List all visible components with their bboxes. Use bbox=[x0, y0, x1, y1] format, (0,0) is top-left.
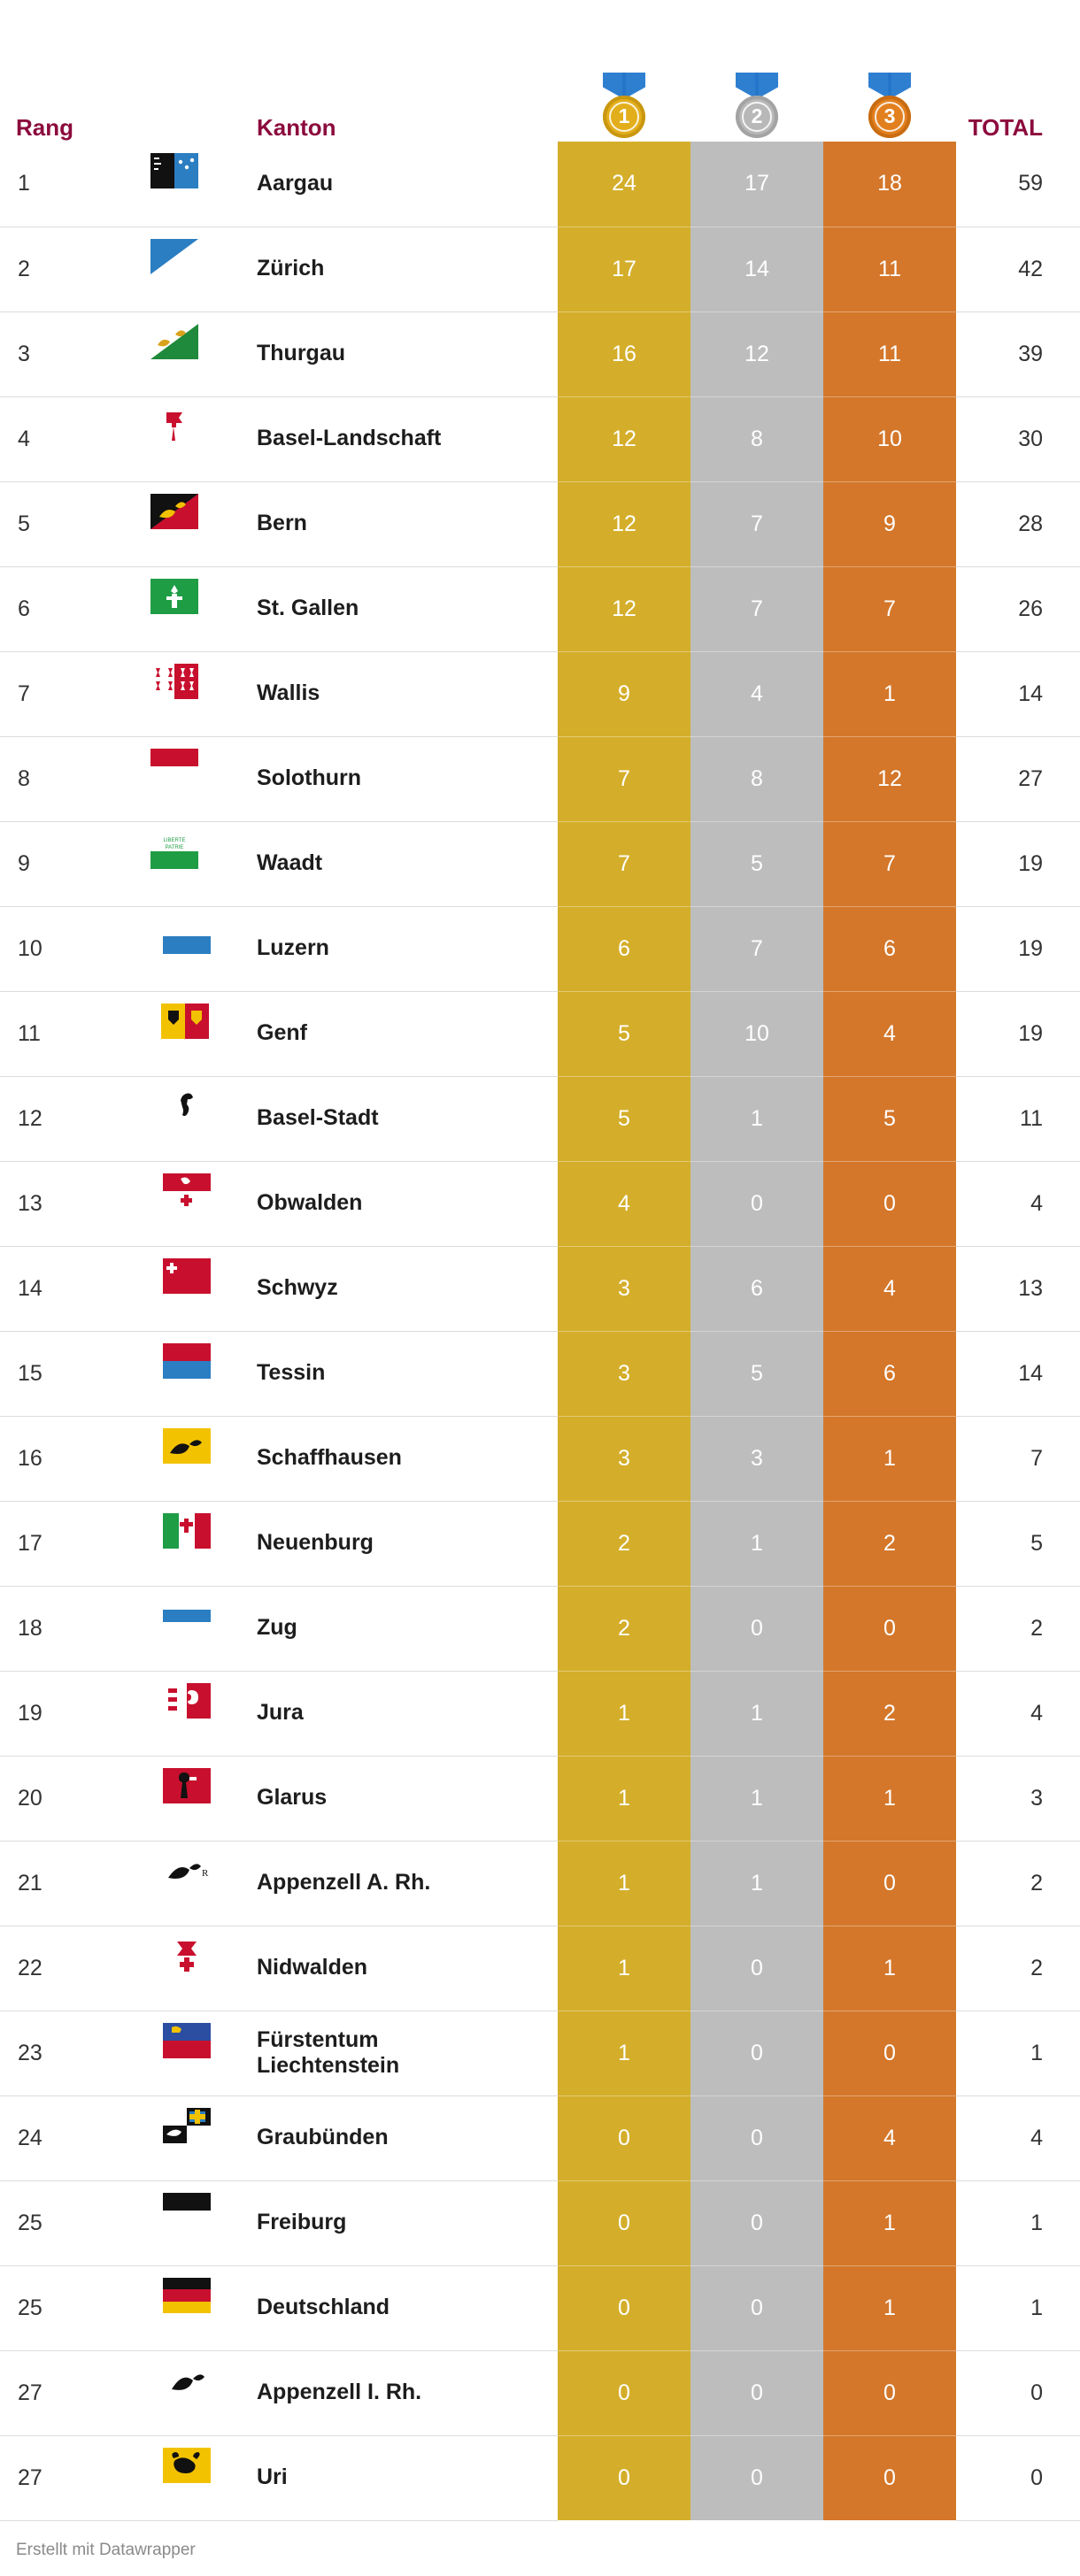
cell-bronze: 9 bbox=[823, 481, 956, 566]
cell-kanton: Uri bbox=[257, 2435, 558, 2520]
cell-gold: 1 bbox=[558, 1671, 690, 1756]
cell-rank bbox=[0, 1926, 257, 2011]
cell-silver: 8 bbox=[690, 736, 823, 821]
table-row bbox=[0, 396, 1080, 481]
cell-bronze: 1 bbox=[823, 2265, 956, 2350]
cell-rank bbox=[0, 481, 257, 566]
flag-appenzell-ausserrhoden bbox=[163, 1853, 211, 1888]
cell-rank bbox=[0, 1586, 257, 1671]
table-row bbox=[0, 821, 1080, 906]
cell-gold: 12 bbox=[558, 566, 690, 651]
cell-bronze: 5 bbox=[823, 1076, 956, 1161]
flag-freiburg bbox=[163, 2193, 211, 2228]
cell-total: 0 bbox=[956, 2435, 1080, 2520]
rank-value: 21 bbox=[18, 1870, 42, 1895]
cell-rank bbox=[0, 906, 257, 991]
cell-total: 27 bbox=[956, 736, 1080, 821]
cell-rank bbox=[0, 736, 257, 821]
cell-kanton: Obwalden bbox=[257, 1161, 558, 1246]
cell-bronze: 11 bbox=[823, 311, 956, 396]
table-row bbox=[0, 991, 1080, 1076]
cell-bronze: 0 bbox=[823, 1586, 956, 1671]
flag-uri bbox=[163, 2448, 211, 2483]
flag-liechtenstein bbox=[163, 2023, 211, 2058]
cell-rank bbox=[0, 227, 257, 311]
cell-total: 19 bbox=[956, 821, 1080, 906]
cell-kanton: St. Gallen bbox=[257, 566, 558, 651]
cell-rank bbox=[0, 1841, 257, 1926]
cell-total: 2 bbox=[956, 1841, 1080, 1926]
cell-silver: 8 bbox=[690, 396, 823, 481]
cell-rank bbox=[0, 651, 257, 736]
table-row bbox=[0, 1756, 1080, 1841]
flag-aargau bbox=[150, 153, 198, 188]
flag-solothurn bbox=[150, 749, 198, 784]
table-row bbox=[0, 906, 1080, 991]
cell-total: 0 bbox=[956, 2350, 1080, 2435]
flag-basel-stadt bbox=[163, 1088, 211, 1124]
cell-bronze: 6 bbox=[823, 906, 956, 991]
table-row bbox=[0, 2350, 1080, 2435]
gold-medal-icon bbox=[596, 73, 652, 142]
cell-bronze: 4 bbox=[823, 991, 956, 1076]
cell-bronze: 4 bbox=[823, 1246, 956, 1331]
cell-rank bbox=[0, 142, 257, 227]
flag-graubuenden bbox=[163, 2108, 211, 2143]
cell-kanton: Schwyz bbox=[257, 1246, 558, 1331]
cell-gold: 1 bbox=[558, 1756, 690, 1841]
flag-wallis bbox=[150, 664, 198, 699]
flag-waadt bbox=[150, 834, 198, 869]
cell-rank bbox=[0, 1246, 257, 1331]
svg-text:PATRIE: PATRIE bbox=[165, 844, 184, 850]
cell-total: 28 bbox=[956, 481, 1080, 566]
rank-value: 16 bbox=[18, 1445, 42, 1471]
rank-value: 24 bbox=[18, 2125, 42, 2150]
cell-rank bbox=[0, 1501, 257, 1586]
cell-kanton: Glarus bbox=[257, 1756, 558, 1841]
table-row bbox=[0, 227, 1080, 311]
cell-total: 13 bbox=[956, 1246, 1080, 1331]
cell-kanton: Basel-Landschaft bbox=[257, 396, 558, 481]
table-row bbox=[0, 2180, 1080, 2265]
cell-total: 1 bbox=[956, 2265, 1080, 2350]
flag-jura bbox=[163, 1683, 211, 1719]
table-row bbox=[0, 1161, 1080, 1246]
cell-gold: 4 bbox=[558, 1161, 690, 1246]
table-row bbox=[0, 1501, 1080, 1586]
cell-kanton: Zug bbox=[257, 1586, 558, 1671]
cell-kanton: Genf bbox=[257, 991, 558, 1076]
cell-total: 14 bbox=[956, 1331, 1080, 1416]
cell-gold: 0 bbox=[558, 2350, 690, 2435]
cell-bronze: 2 bbox=[823, 1671, 956, 1756]
table-row bbox=[0, 2265, 1080, 2350]
flag-basel-landschaft bbox=[150, 409, 198, 444]
cell-kanton: Zürich bbox=[257, 227, 558, 311]
svg-text:R: R bbox=[201, 1867, 209, 1879]
chart-credit: Erstellt mit Datawrapper bbox=[16, 2540, 196, 2559]
cell-total: 4 bbox=[956, 2095, 1080, 2180]
rank-value: 9 bbox=[18, 850, 30, 876]
table-row bbox=[0, 1586, 1080, 1671]
cell-bronze: 0 bbox=[823, 1841, 956, 1926]
flag-nidwalden bbox=[163, 1938, 211, 1973]
rank-value: 14 bbox=[18, 1275, 42, 1301]
cell-bronze: 12 bbox=[823, 736, 956, 821]
rank-value: 27 bbox=[18, 2465, 42, 2490]
cell-silver: 0 bbox=[690, 1586, 823, 1671]
cell-kanton: Fürstentum Liechtenstein bbox=[257, 2011, 558, 2095]
cell-kanton: Bern bbox=[257, 481, 558, 566]
rank-value: 15 bbox=[18, 1360, 42, 1386]
table-row bbox=[0, 1416, 1080, 1501]
cell-total: 4 bbox=[956, 1161, 1080, 1246]
cell-kanton: Wallis bbox=[257, 651, 558, 736]
rank-value: 23 bbox=[18, 2040, 42, 2065]
flag-zuerich bbox=[150, 239, 198, 274]
cell-silver: 0 bbox=[690, 1926, 823, 2011]
table-row bbox=[0, 2095, 1080, 2180]
cell-bronze: 1 bbox=[823, 1416, 956, 1501]
table-row bbox=[0, 566, 1080, 651]
cell-bronze: 10 bbox=[823, 396, 956, 481]
flag-thurgau bbox=[150, 324, 198, 359]
svg-text:LIBERTE: LIBERTE bbox=[163, 837, 186, 843]
rank-value: 17 bbox=[18, 1530, 42, 1556]
cell-gold: 16 bbox=[558, 311, 690, 396]
cell-silver: 0 bbox=[690, 2435, 823, 2520]
rank-value: 22 bbox=[18, 1955, 42, 1980]
cell-rank bbox=[0, 311, 257, 396]
cell-bronze: 0 bbox=[823, 2350, 956, 2435]
cell-kanton: Solothurn bbox=[257, 736, 558, 821]
silver-disc-label: 2 bbox=[751, 104, 763, 127]
cell-gold: 9 bbox=[558, 651, 690, 736]
table-row bbox=[0, 736, 1080, 821]
cell-gold: 12 bbox=[558, 481, 690, 566]
cell-kanton: Basel-Stadt bbox=[257, 1076, 558, 1161]
column-header-bronze bbox=[823, 0, 956, 142]
column-header-total: TOTAL bbox=[968, 114, 1043, 141]
cell-kanton: Appenzell I. Rh. bbox=[257, 2350, 558, 2435]
flag-glarus bbox=[163, 1768, 211, 1803]
table-row bbox=[0, 651, 1080, 736]
cell-rank bbox=[0, 2435, 257, 2520]
silver-ring bbox=[742, 102, 772, 132]
bronze-ring bbox=[875, 102, 905, 132]
cell-bronze: 1 bbox=[823, 1756, 956, 1841]
flag-tessin bbox=[163, 1343, 211, 1379]
cell-rank bbox=[0, 1756, 257, 1841]
cell-silver: 7 bbox=[690, 566, 823, 651]
cell-total: 14 bbox=[956, 651, 1080, 736]
rank-value: 13 bbox=[18, 1190, 42, 1216]
cell-gold: 0 bbox=[558, 2265, 690, 2350]
rank-value: 1 bbox=[18, 171, 30, 196]
cell-total: 42 bbox=[956, 227, 1080, 311]
cell-bronze: 1 bbox=[823, 1926, 956, 2011]
flag-appenzell-innerrhoden bbox=[163, 2363, 211, 2398]
cell-gold: 3 bbox=[558, 1416, 690, 1501]
cell-bronze: 2 bbox=[823, 1501, 956, 1586]
table-row bbox=[0, 1671, 1080, 1756]
cell-bronze: 7 bbox=[823, 566, 956, 651]
flag-genf bbox=[161, 1003, 209, 1039]
cell-rank bbox=[0, 2095, 257, 2180]
cell-silver: 14 bbox=[690, 227, 823, 311]
cell-bronze: 4 bbox=[823, 2095, 956, 2180]
cell-total: 1 bbox=[956, 2180, 1080, 2265]
bronze-disc-label: 3 bbox=[883, 104, 896, 127]
cell-bronze: 0 bbox=[823, 2435, 956, 2520]
cell-kanton: Thurgau bbox=[257, 311, 558, 396]
cell-gold: 1 bbox=[558, 1841, 690, 1926]
table-row bbox=[0, 1841, 1080, 1926]
cell-rank bbox=[0, 2180, 257, 2265]
cell-rank bbox=[0, 1671, 257, 1756]
column-header-rank: Rang bbox=[16, 114, 73, 141]
cell-bronze: 0 bbox=[823, 2011, 956, 2095]
cell-gold: 3 bbox=[558, 1246, 690, 1331]
cell-gold: 2 bbox=[558, 1586, 690, 1671]
cell-silver: 5 bbox=[690, 1331, 823, 1416]
table-row bbox=[0, 1076, 1080, 1161]
gold-ring bbox=[609, 102, 639, 132]
cell-rank bbox=[0, 1076, 257, 1161]
cell-rank bbox=[0, 2011, 257, 2095]
rank-value: 12 bbox=[18, 1105, 42, 1131]
table-row bbox=[0, 311, 1080, 396]
cell-silver: 12 bbox=[690, 311, 823, 396]
cell-total: 1 bbox=[956, 2011, 1080, 2095]
cell-total: 5 bbox=[956, 1501, 1080, 1586]
cell-silver: 1 bbox=[690, 1756, 823, 1841]
cell-silver: 1 bbox=[690, 1501, 823, 1586]
column-header-silver bbox=[690, 0, 823, 142]
cell-silver: 4 bbox=[690, 651, 823, 736]
cell-rank bbox=[0, 1416, 257, 1501]
bronze-medal-icon bbox=[861, 73, 918, 142]
cell-gold: 5 bbox=[558, 1076, 690, 1161]
cell-gold: 3 bbox=[558, 1331, 690, 1416]
rank-value: 2 bbox=[18, 256, 30, 281]
table-header bbox=[0, 0, 1080, 142]
cell-bronze: 6 bbox=[823, 1331, 956, 1416]
cell-rank bbox=[0, 991, 257, 1076]
cell-gold: 17 bbox=[558, 227, 690, 311]
cell-gold: 7 bbox=[558, 736, 690, 821]
table-row bbox=[0, 1331, 1080, 1416]
cell-gold: 7 bbox=[558, 821, 690, 906]
cell-rank bbox=[0, 1161, 257, 1246]
cell-silver: 1 bbox=[690, 1076, 823, 1161]
table-row bbox=[0, 142, 1080, 227]
cell-rank bbox=[0, 2265, 257, 2350]
cell-silver: 17 bbox=[690, 142, 823, 227]
flag-st-gallen bbox=[150, 579, 198, 614]
cell-silver: 3 bbox=[690, 1416, 823, 1501]
cell-total: 39 bbox=[956, 311, 1080, 396]
cell-bronze: 7 bbox=[823, 821, 956, 906]
cell-total: 3 bbox=[956, 1756, 1080, 1841]
cell-total: 2 bbox=[956, 1586, 1080, 1671]
cell-rank bbox=[0, 396, 257, 481]
cell-total: 2 bbox=[956, 1926, 1080, 2011]
cell-silver: 1 bbox=[690, 1841, 823, 1926]
flag-zug bbox=[163, 1598, 211, 1634]
cell-silver: 0 bbox=[690, 2011, 823, 2095]
cell-gold: 5 bbox=[558, 991, 690, 1076]
cell-kanton: Schaffhausen bbox=[257, 1416, 558, 1501]
cell-silver: 5 bbox=[690, 821, 823, 906]
rank-value: 11 bbox=[18, 1020, 41, 1046]
cell-bronze: 11 bbox=[823, 227, 956, 311]
cell-kanton: Waadt bbox=[257, 821, 558, 906]
cell-silver: 10 bbox=[690, 991, 823, 1076]
cell-silver: 6 bbox=[690, 1246, 823, 1331]
cell-rank bbox=[0, 1331, 257, 1416]
cell-rank bbox=[0, 566, 257, 651]
cell-gold: 24 bbox=[558, 142, 690, 227]
cell-rank bbox=[0, 2350, 257, 2435]
cell-rank bbox=[0, 821, 257, 906]
cell-gold: 12 bbox=[558, 396, 690, 481]
cell-gold: 1 bbox=[558, 2011, 690, 2095]
cell-silver: 0 bbox=[690, 2180, 823, 2265]
cell-silver: 0 bbox=[690, 2265, 823, 2350]
flag-neuenburg bbox=[163, 1513, 211, 1549]
cell-silver: 7 bbox=[690, 906, 823, 991]
cell-gold: 0 bbox=[558, 2180, 690, 2265]
column-header-gold bbox=[558, 0, 690, 142]
cell-total: 7 bbox=[956, 1416, 1080, 1501]
cell-bronze: 1 bbox=[823, 2180, 956, 2265]
table-row bbox=[0, 2435, 1080, 2520]
cell-kanton: Jura bbox=[257, 1671, 558, 1756]
cell-kanton: Nidwalden bbox=[257, 1926, 558, 2011]
cell-gold: 2 bbox=[558, 1501, 690, 1586]
cell-total: 59 bbox=[956, 142, 1080, 227]
cell-kanton: Graubünden bbox=[257, 2095, 558, 2180]
rank-value: 19 bbox=[18, 1700, 42, 1726]
cell-gold: 0 bbox=[558, 2095, 690, 2180]
cell-bronze: 1 bbox=[823, 651, 956, 736]
rank-value: 20 bbox=[18, 1785, 42, 1811]
cell-total: 11 bbox=[956, 1076, 1080, 1161]
cell-kanton: Luzern bbox=[257, 906, 558, 991]
cell-total: 19 bbox=[956, 991, 1080, 1076]
cell-total: 19 bbox=[956, 906, 1080, 991]
flag-deutschland bbox=[163, 2278, 211, 2313]
cell-silver: 7 bbox=[690, 481, 823, 566]
table-row bbox=[0, 1246, 1080, 1331]
cell-kanton: Appenzell A. Rh. bbox=[257, 1841, 558, 1926]
cell-silver: 1 bbox=[690, 1671, 823, 1756]
cell-kanton: Neuenburg bbox=[257, 1501, 558, 1586]
rank-value: 4 bbox=[18, 426, 30, 451]
cell-total: 4 bbox=[956, 1671, 1080, 1756]
rank-value: 8 bbox=[18, 765, 30, 791]
table-body bbox=[0, 142, 1080, 2520]
rank-value: 7 bbox=[18, 681, 30, 706]
cell-silver: 0 bbox=[690, 1161, 823, 1246]
cell-kanton: Deutschland bbox=[257, 2265, 558, 2350]
cell-bronze: 18 bbox=[823, 142, 956, 227]
cell-kanton: Tessin bbox=[257, 1331, 558, 1416]
cell-gold: 6 bbox=[558, 906, 690, 991]
flag-schwyz bbox=[163, 1258, 211, 1294]
cell-bronze: 0 bbox=[823, 1161, 956, 1246]
flag-bern bbox=[150, 494, 198, 529]
table-row bbox=[0, 481, 1080, 566]
rank-value: 5 bbox=[18, 511, 30, 536]
cell-silver: 0 bbox=[690, 2350, 823, 2435]
rank-value: 18 bbox=[18, 1615, 42, 1641]
column-header-kanton: Kanton bbox=[257, 114, 336, 141]
rank-value: 10 bbox=[18, 935, 42, 961]
cell-kanton: Freiburg bbox=[257, 2180, 558, 2265]
rank-value: 25 bbox=[18, 2210, 42, 2235]
rank-value: 27 bbox=[18, 2380, 42, 2405]
rank-value: 25 bbox=[18, 2295, 42, 2320]
flag-schaffhausen bbox=[163, 1428, 211, 1464]
flag-obwalden bbox=[163, 1173, 211, 1209]
gold-disc-label: 1 bbox=[618, 104, 630, 127]
flag-luzern bbox=[163, 919, 211, 954]
cell-silver: 0 bbox=[690, 2095, 823, 2180]
table-row bbox=[0, 2011, 1080, 2095]
cell-kanton: Aargau bbox=[257, 142, 558, 227]
cell-gold: 1 bbox=[558, 1926, 690, 2011]
rank-value: 3 bbox=[18, 341, 30, 366]
table-row bbox=[0, 1926, 1080, 2011]
cell-total: 26 bbox=[956, 566, 1080, 651]
cell-gold: 0 bbox=[558, 2435, 690, 2520]
silver-medal-icon bbox=[729, 73, 785, 142]
cell-total: 30 bbox=[956, 396, 1080, 481]
rank-value: 6 bbox=[18, 596, 30, 621]
